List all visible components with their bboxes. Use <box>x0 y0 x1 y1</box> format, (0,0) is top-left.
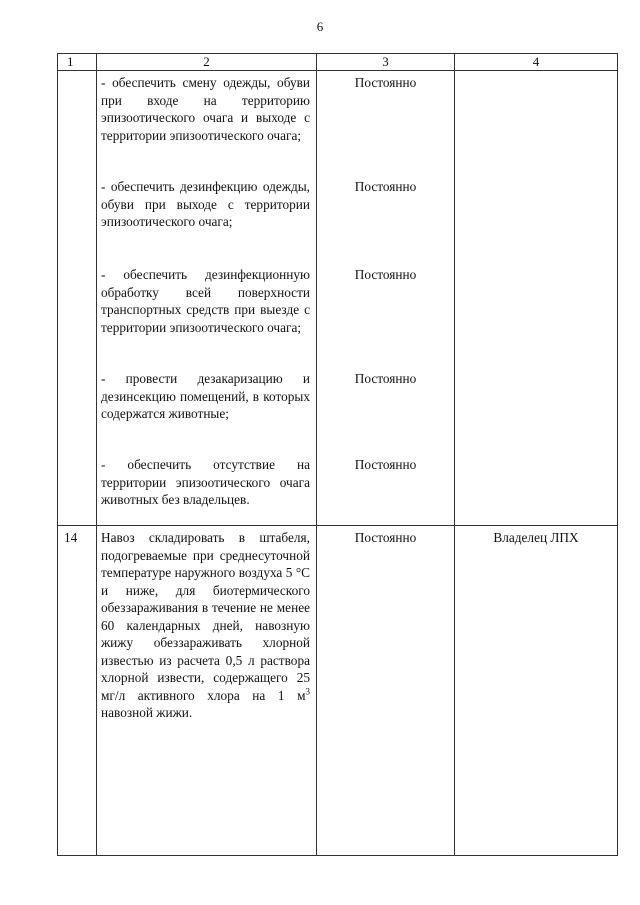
measure-item: - обеспечить дезинфекционную обработку всей поверхности транспортных средств при выезде с территории эпизоотического очага; <box>101 267 310 335</box>
measure-text-end: навозной жижи. <box>101 705 193 720</box>
row-number: 14 <box>58 526 97 856</box>
measure-text: Навоз складировать в штабеля, подогреваемые при среднесуточной температуре наружного воздуха 5 °С и ниже, для биотермического обеззараживания в течение не менее 60 календарных дней, навозную жижу обеззараживать хлорной известью из расчета 0,5 л раствора хлорной извести, содержащего 25 мг/л активного хлора на 1 м <box>101 530 310 703</box>
period-value: Постоянно <box>354 267 417 282</box>
table-row <box>58 526 618 856</box>
measures-table <box>57 53 618 856</box>
period-value: Постоянно <box>354 371 417 386</box>
period-value: Постоянно <box>354 75 417 90</box>
measure-item: - обеспечить отсутствие на территории эпизоотического очага животных без владельцев. <box>101 457 310 507</box>
period-cell <box>317 71 455 526</box>
period-value: Постоянно <box>317 526 455 856</box>
table-header-row <box>58 54 618 71</box>
responsible-cell <box>455 71 618 526</box>
period-value: Постоянно <box>354 179 417 194</box>
header-col-3: 3 <box>317 54 455 71</box>
header-col-2: 2 <box>97 54 317 71</box>
page-number: 6 <box>316 19 324 34</box>
measure-item: - обеспечить дезинфекцию одежды, обуви при выходе с территории эпизоотического очага; <box>101 179 310 229</box>
period-value: Постоянно <box>354 457 417 472</box>
header-col-4: 4 <box>455 54 618 71</box>
responsible-value: Владелец ЛПХ <box>455 526 618 856</box>
measure-description <box>97 71 317 526</box>
header-col-1: 1 <box>58 54 97 71</box>
cubic-superscript: 3 <box>305 686 310 697</box>
measure-item: - провести дезакаризацию и дезинсекцию помещений, в которых содержатся животные; <box>101 371 310 421</box>
measure-item: - обеспечить смену одежды, обуви при входе на территорию эпизоотического очага и выходе с территории эпизоотического очага; <box>101 75 310 143</box>
measure-description <box>97 526 317 856</box>
row-number <box>58 71 97 526</box>
table-row <box>58 71 618 526</box>
